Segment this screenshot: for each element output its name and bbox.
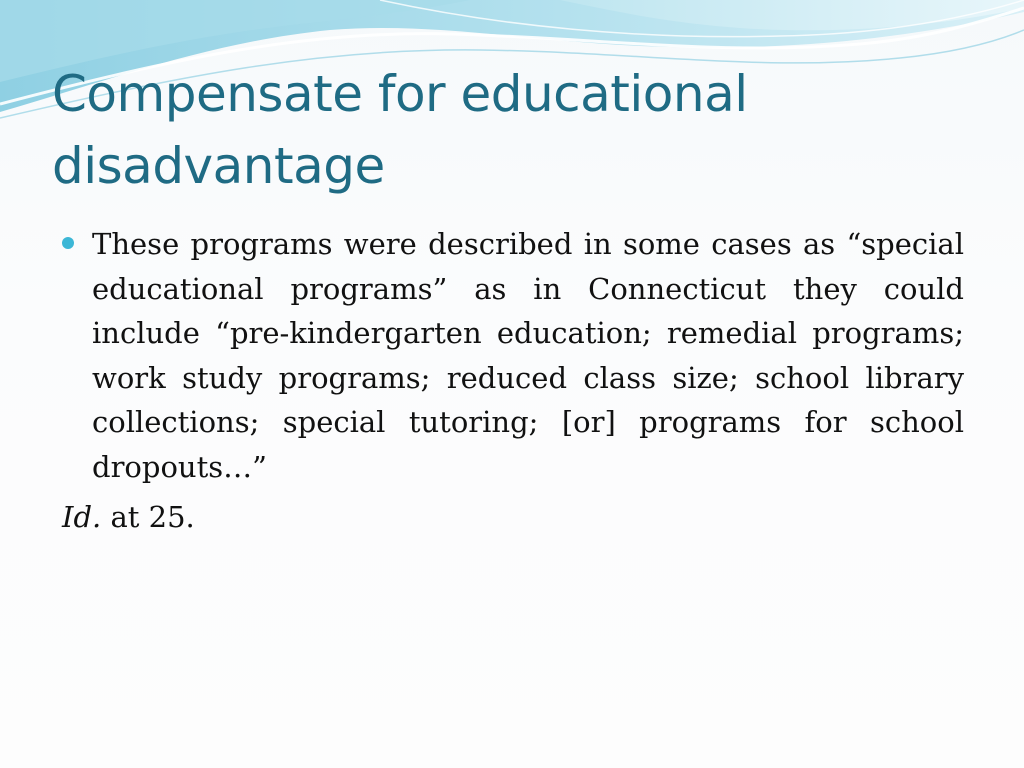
bullet-text: These programs were described in some cases as “special educational programs” as in Connecticut they could include “pre-kindergarten education; remedial programs; work study programs; reduced class size; school library collections; special tutoring; [or] programs for school dropouts…” <box>92 227 964 484</box>
slide-title: Compensate for educational disadvantage <box>52 65 748 195</box>
citation <box>62 495 964 540</box>
bullet-dot-icon <box>62 237 74 249</box>
slide-body <box>62 222 964 540</box>
citation-source: Id. <box>62 500 102 534</box>
bullet-item <box>62 222 964 489</box>
citation-page: at 25. <box>101 500 195 534</box>
